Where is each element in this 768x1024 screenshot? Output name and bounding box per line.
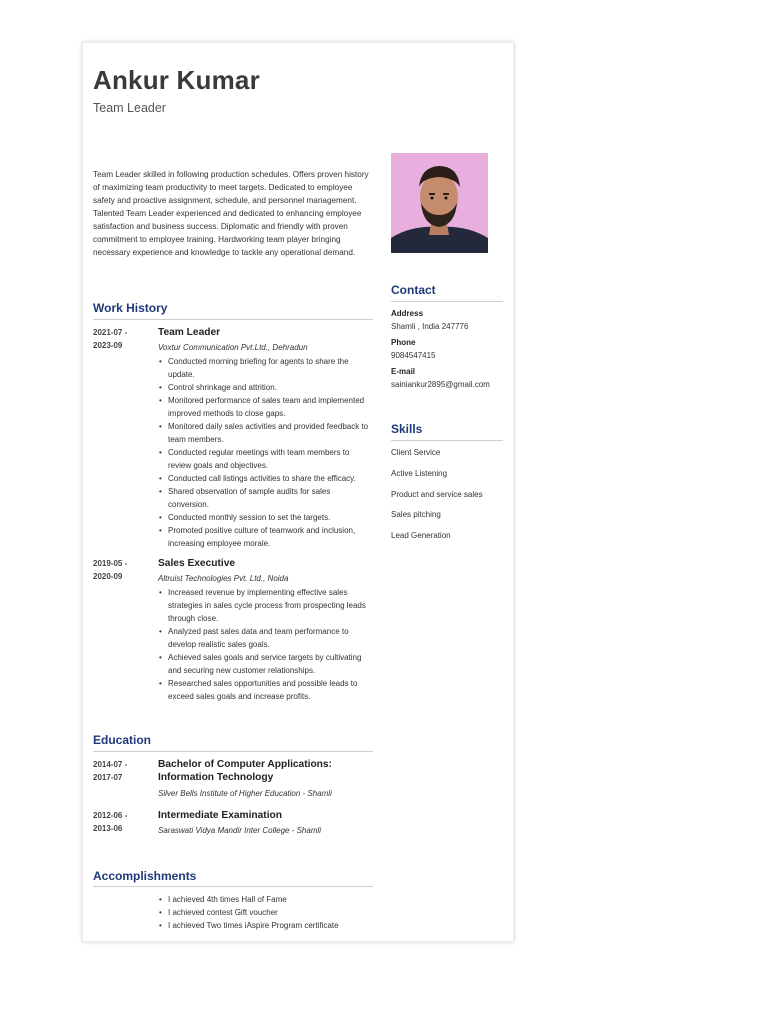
education-divider: [93, 751, 373, 752]
education-title: Intermediate Examination: [158, 810, 282, 821]
list-item: • I achieved contest Gift voucher: [158, 906, 373, 919]
phone-value: 9084547415: [391, 351, 436, 360]
list-item: • Promoted positive culture of teamwork and inclusion, increasing employee morale.: [158, 524, 373, 550]
skill-item: Lead Generation: [391, 531, 451, 540]
list-item: • Monitored daily sales activities and provided feedback to team members.: [158, 420, 373, 446]
skills-heading: Skills: [391, 422, 423, 436]
professional-summary: Team Leader skilled in following production schedules. Offers proven history of maximizing team productivity to meet targets. Dedicated to employee safety and proactive assignment, schedule, and personnel management. Talented Team Leader experienced and dedicated to enhancing employee satisfaction and business success. Diplomatic and friendly with proven commitment to employee training. Hardworking team player bringing necessary experience and knowledge to tackle any operational demand.: [93, 170, 369, 257]
accomplishments-heading: Accomplishments: [93, 869, 197, 883]
email-label: E-mail: [391, 367, 416, 376]
work-bullets: [158, 586, 373, 703]
list-item: • Control shrinkage and attrition.: [158, 381, 373, 394]
education-heading: Education: [93, 733, 152, 747]
list-item: • Monitored performance of sales team and implemented improved methods to close gaps.: [158, 394, 373, 420]
address-value: Shamli , India 247776: [391, 322, 469, 331]
list-item: • Increased revenue by implementing effective sales strategies in sales cycle process from prospecting leads through close.: [158, 586, 373, 625]
list-item: • Conducted regular meetings with team members to review goals and objectives.: [158, 446, 373, 472]
education-title: Bachelor of Computer Applications: Information Technology: [158, 759, 332, 783]
list-item: • Achieved sales goals and service targets by cultivating and securing new customer relationships.: [158, 651, 373, 677]
list-item: • I achieved Two times iAspire Program certificate: [158, 919, 373, 932]
list-item: • I achieved 4th times Hall of Fame: [158, 893, 373, 906]
accomplishments-divider: [93, 886, 373, 887]
work-date: 2021-07 - 2023-09: [93, 328, 128, 350]
education-date: 2014-07 - 2017-07: [93, 760, 128, 782]
list-item: • Conducted monthly session to set the targets.: [158, 511, 373, 524]
work-title: Sales Executive: [158, 558, 236, 569]
work-org: Voxtur Communication Pvt.Ltd., Dehradun: [158, 343, 308, 352]
skills-divider: [391, 440, 503, 441]
candidate-role: Team Leader: [93, 101, 166, 115]
resume-page: [82, 42, 514, 942]
profile-photo: [391, 153, 488, 253]
profile-photo-illustration: [391, 153, 488, 253]
list-item: • Conducted call listings activities to share the efficacy.: [158, 472, 373, 485]
accomplishments-list: [158, 893, 373, 932]
work-title: Team Leader: [158, 327, 221, 338]
contact-divider: [391, 301, 503, 302]
list-item: • Analyzed past sales data and team performance to develop realistic sales goals.: [158, 625, 373, 651]
contact-heading: Contact: [391, 283, 436, 297]
candidate-name: Ankur Kumar: [93, 65, 260, 95]
education-date: 2012-06 - 2013-06: [93, 811, 128, 833]
list-item: • Researched sales opportunities and possible leads to exceed sales goals and increase profits.: [158, 677, 373, 703]
skill-item: Sales pitching: [391, 510, 441, 519]
work-date: 2019-05 - 2020-09: [93, 559, 128, 581]
work-bullets: [158, 355, 373, 550]
address-label: Address: [391, 309, 424, 318]
skill-item: Product and service sales: [391, 490, 483, 499]
skill-item: Client Service: [391, 448, 441, 457]
email-value: sainiankur2895@gmail.com: [391, 380, 490, 389]
education-org: Saraswati Vidya Mandir Inter College - Shamli: [158, 826, 322, 835]
phone-label: Phone: [391, 338, 416, 347]
skill-item: Active Listening: [391, 469, 448, 478]
list-item: • Shared observation of sample audits for sales conversion.: [158, 485, 373, 511]
work-org: Altruist Technologies Pvt. Ltd., Noida: [158, 574, 289, 583]
work-history-divider: [93, 319, 373, 320]
list-item: • Conducted morning briefing for agents to share the update.: [158, 355, 373, 381]
work-history-heading: Work History: [93, 301, 168, 315]
education-org: Silver Bells Institute of Higher Education - Shamli: [158, 789, 332, 798]
